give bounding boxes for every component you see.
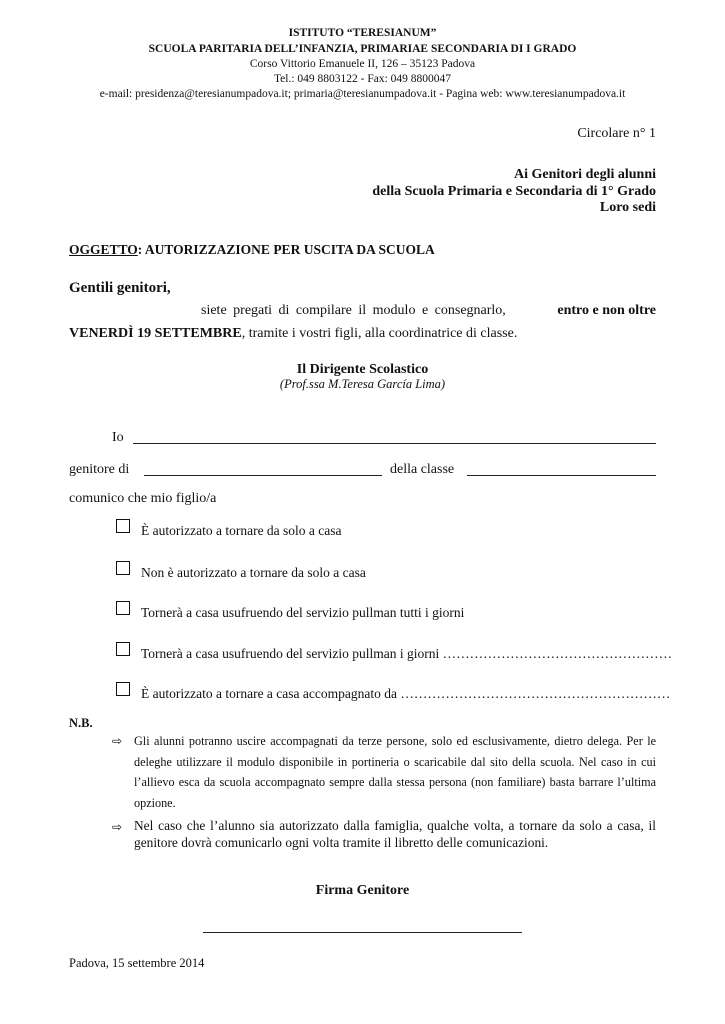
paragraph-text-1: siete pregati di compilare il modulo e consegnarlo, bbox=[201, 303, 506, 318]
school-phone: Tel.: 049 8803122 - Fax: 049 8800047 bbox=[273, 73, 452, 85]
name-field[interactable] bbox=[133, 443, 656, 444]
option-checkbox-3[interactable] bbox=[116, 601, 130, 615]
deadline-intro: entro e non oltre bbox=[557, 303, 656, 318]
firma-label: Firma Genitore bbox=[315, 883, 410, 898]
option-checkbox-5[interactable] bbox=[116, 682, 130, 696]
option-label-5: È autorizzato a tornare a casa accompagnato da …………………………………………………… bbox=[141, 686, 671, 701]
genitore-label: genitore di bbox=[69, 462, 130, 477]
document-date: Padova, 15 settembre 2014 bbox=[69, 956, 205, 970]
comunico-label: comunico che mio figlio/a bbox=[69, 491, 217, 506]
arrow-right-icon: ⇨ bbox=[112, 734, 123, 748]
option-label-1: È autorizzato a tornare da solo a casa bbox=[141, 523, 342, 538]
option-checkbox-1[interactable] bbox=[116, 519, 130, 533]
classe-label: della classe bbox=[390, 462, 455, 477]
paragraph-line-1 bbox=[201, 303, 656, 319]
nb-item-1: Gli alunni potranno uscire accompagnati da terze persone, solo ed esclusivamente, dietro delega. Per le deleghe utilizzare il modulo disponibile in portineria o scaricabile dal sito della scuola. Nel caso in cui l’allievo esca da scuola accompagnato sempre dalla stessa persona (non familiare) basta barrare l’ultima opzione. bbox=[134, 734, 656, 810]
option-checkbox-2[interactable] bbox=[116, 561, 130, 575]
circolare-number: Circolare n° 1 bbox=[577, 126, 656, 141]
institute-name: ISTITUTO “TERESIANUM” bbox=[288, 27, 437, 39]
greeting: Gentili genitori, bbox=[69, 280, 171, 296]
subject bbox=[69, 242, 435, 258]
school-email: e-mail: presidenza@teresianumpadova.it; primaria@teresianumpadova.it - Pagina web: www.teresianumpadova.it bbox=[99, 88, 626, 100]
paragraph-text-2: , tramite i vostri figli, alla coordinatrice di classe. bbox=[241, 326, 518, 341]
nb-item-2: Nel caso che l’alunno sia autorizzato dalla famiglia, qualche volta, a tornare da solo a casa, il genitore dovrà comunicarlo ogni volta tramite il libretto delle comunicazioni. bbox=[134, 818, 656, 850]
option-label-4: Tornerà a casa usufruendo del servizio pullman i giorni …………………………………………… bbox=[141, 646, 673, 661]
child-name-field[interactable] bbox=[144, 475, 382, 476]
subject-text: : AUTORIZZAZIONE PER USCITA DA SCUOLA bbox=[137, 242, 435, 257]
class-field[interactable] bbox=[467, 475, 656, 476]
option-label-3: Tornerà a casa usufruendo del servizio pullman tutti i giorni bbox=[141, 605, 465, 620]
deadline-date: VENERDÌ 19 SETTEMBRE bbox=[69, 326, 242, 341]
recipients-line-3: Loro sedi bbox=[599, 200, 656, 215]
signature-line[interactable] bbox=[203, 932, 522, 933]
school-name: SCUOLA PARITARIA DELL’INFANZIA, PRIMARIAE SECONDARIA DI I GRADO bbox=[148, 43, 577, 55]
option-label-2: Non è autorizzato a tornare da solo a casa bbox=[141, 565, 366, 580]
arrow-right-icon: ⇨ bbox=[112, 820, 123, 834]
school-address: Corso Vittorio Emanuele II, 126 – 35123 Padova bbox=[249, 58, 476, 70]
recipients-line-1: Ai Genitori degli alunni bbox=[514, 167, 656, 182]
option-checkbox-4[interactable] bbox=[116, 642, 130, 656]
signature-name: (Prof.ssa M.Teresa García Lima) bbox=[279, 377, 446, 391]
paragraph-line-2 bbox=[69, 326, 517, 342]
signature-title: Il Dirigente Scolastico bbox=[296, 362, 429, 377]
nb-label: N.B. bbox=[69, 716, 93, 730]
recipients-line-2: della Scuola Primaria e Secondaria di 1° Grado bbox=[372, 184, 656, 199]
io-label: Io bbox=[112, 430, 124, 445]
subject-label: OGGETTO bbox=[69, 242, 138, 257]
